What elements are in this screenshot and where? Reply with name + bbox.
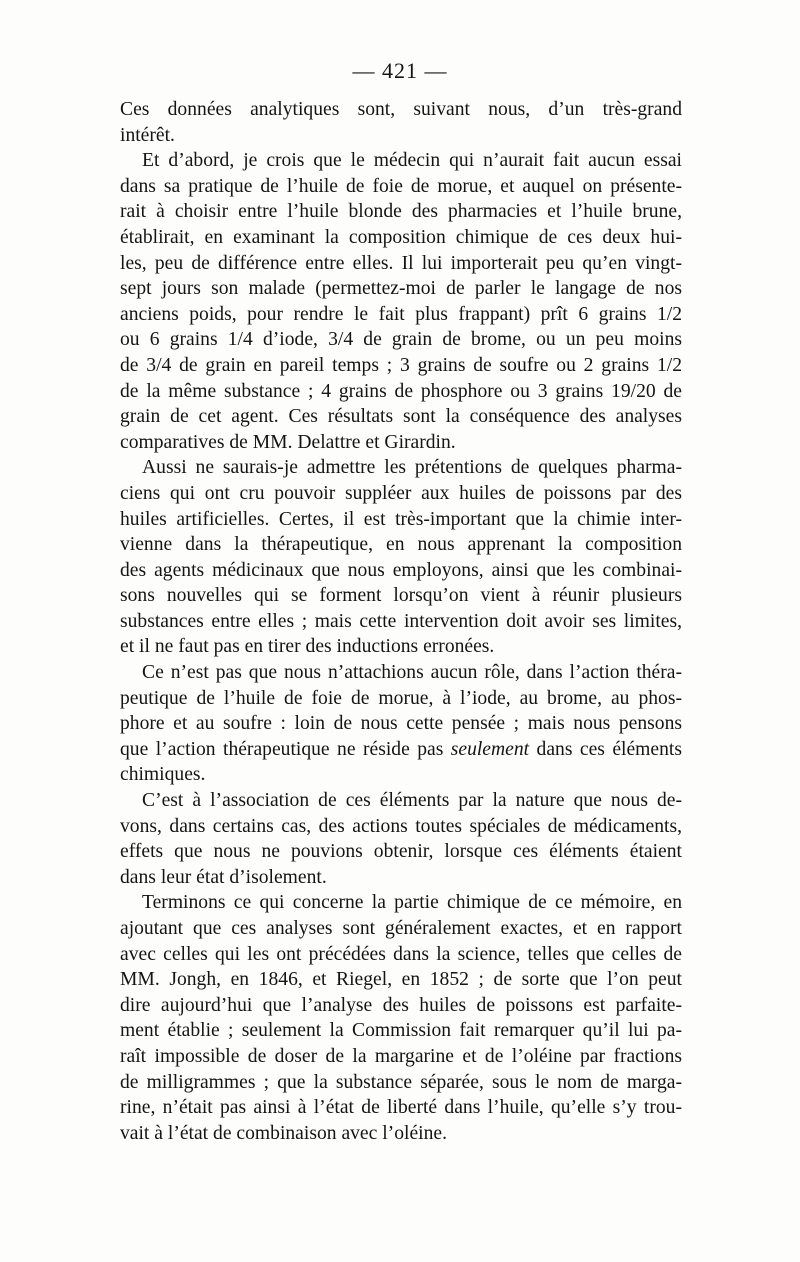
- text-line: C’est à l’association de ces éléments par la nature que nous de-: [142, 790, 682, 812]
- text-line: sons nouvelles qui se forment lorsqu’on vient à réunir plusieurs: [120, 585, 682, 607]
- text-line: MM. Jongh, en 1846, et Riegel, en 1852 ; de sorte que l’on peut: [120, 969, 682, 991]
- text-line: Aussi ne saurais-je admettre les prétentions de quelques pharma-: [142, 457, 682, 479]
- text-line: rait à choisir entre l’huile blonde des pharmacies et l’huile brune,: [120, 201, 682, 223]
- text-line: vienne dans la thérapeutique, en nous apprenant la composition: [120, 534, 682, 556]
- text-line: grain de cet agent. Ces résultats sont la conséquence des analyses: [120, 406, 682, 428]
- text-line: de la même substance ; 4 grains de phosphore ou 3 grains 19/20 de: [120, 380, 682, 402]
- text-line: vons, dans certains cas, des actions toutes spéciales de médicaments,: [120, 815, 682, 837]
- paragraph-4: [120, 660, 682, 788]
- text-line: et il ne faut pas en tirer des inductions erronées.: [120, 636, 495, 658]
- text-line: comparatives de MM. Delattre et Girardin.: [120, 431, 456, 453]
- emphasized-word: seulement: [450, 738, 530, 760]
- text-line: raît impossible de doser de la margarine et de l’oléine par fractions: [120, 1045, 682, 1067]
- text-line: Et d’abord, je crois que le médecin qui n’aurait fait aucun essai: [142, 150, 682, 172]
- text-line: dans sa pratique de l’huile de foie de morue, et auquel on présente-: [120, 175, 682, 197]
- text-line: ciens qui ont cru pouvoir suppléer aux huiles de poissons par des: [120, 482, 682, 504]
- paragraph-1: [120, 97, 682, 148]
- text-line: Ces données analytiques sont, suivant nous, d’un très-grand: [120, 99, 682, 120]
- text-line: ou 6 grains 1/4 d’iode, 3/4 de grain de brome, ou un peu moins: [120, 329, 682, 351]
- text-line: Ce n’est pas que nous n’attachions aucun rôle, dans l’action théra-: [142, 662, 682, 684]
- body-text: [120, 97, 682, 1146]
- text-line: ajoutant que ces analyses sont généralement exactes, et en rapport: [120, 918, 682, 939]
- text-line: de milligrammes ; que la substance séparée, sous le nom de marga-: [120, 1071, 682, 1093]
- text-line: ment établie ; seulement la Commission fait remarquer qu’il lui pa-: [120, 1020, 682, 1042]
- text-line: des agents médicinaux que nous employons, ainsi que les combinai-: [120, 559, 682, 581]
- page-number: — 421 —: [352, 58, 448, 83]
- text-line: substances entre elles ; mais cette intervention doit avoir ses limites,: [120, 610, 682, 632]
- text-line: peutique de l’huile de foie de morue, à l’iode, au brome, au phos-: [120, 687, 682, 709]
- text-line: intérêt.: [120, 124, 175, 146]
- text-line: dire aujourd’hui que l’analyse des huiles de poissons est parfaite-: [120, 994, 682, 1016]
- text-line: de 3/4 de grain en pareil temps ; 3 grains de soufre ou 2 grains 1/2: [120, 354, 682, 376]
- text-line: anciens poids, pour rendre le fait plus frappant) prît 6 grains 1/2: [120, 303, 682, 325]
- text-line: chimiques.: [120, 764, 206, 786]
- text-line: Terminons ce qui concerne la partie chimique de ce mémoire, en: [142, 892, 682, 914]
- paragraph-2: [120, 148, 682, 455]
- text-line: sept jours son malade (permettez-moi de parler le langage de nos: [120, 278, 682, 300]
- paragraph-3: [120, 455, 682, 660]
- text-line: les, peu de différence entre elles. Il lui importerait peu qu’en vingt-: [120, 252, 682, 274]
- text-line: dans leur état d’isolement.: [120, 866, 327, 888]
- text-line: effets que nous ne pouvions obtenir, lorsque ces éléments étaient: [120, 841, 682, 863]
- text-line: huiles artificielles. Certes, il est très-important que la chimie inter-: [120, 508, 682, 530]
- text-line: avec celles qui les ont précédées dans la science, telles que celles de: [120, 943, 682, 965]
- paragraph-5: [120, 788, 682, 890]
- text-line: établirait, en examinant la composition chimique de ces deux hui-: [120, 226, 682, 248]
- text-line: phore et au soufre : loin de nous cette pensée ; mais nous pensons: [120, 713, 682, 735]
- text-line: vait à l’état de combinaison avec l’oléine.: [120, 1122, 447, 1144]
- paragraph-6: [120, 890, 682, 1146]
- text-line: que l’action thérapeutique ne réside pas seulement dans ces éléments: [120, 738, 682, 760]
- text-line: rine, n’était pas ainsi à l’état de liberté dans l’huile, qu’elle s’y trou-: [120, 1097, 682, 1119]
